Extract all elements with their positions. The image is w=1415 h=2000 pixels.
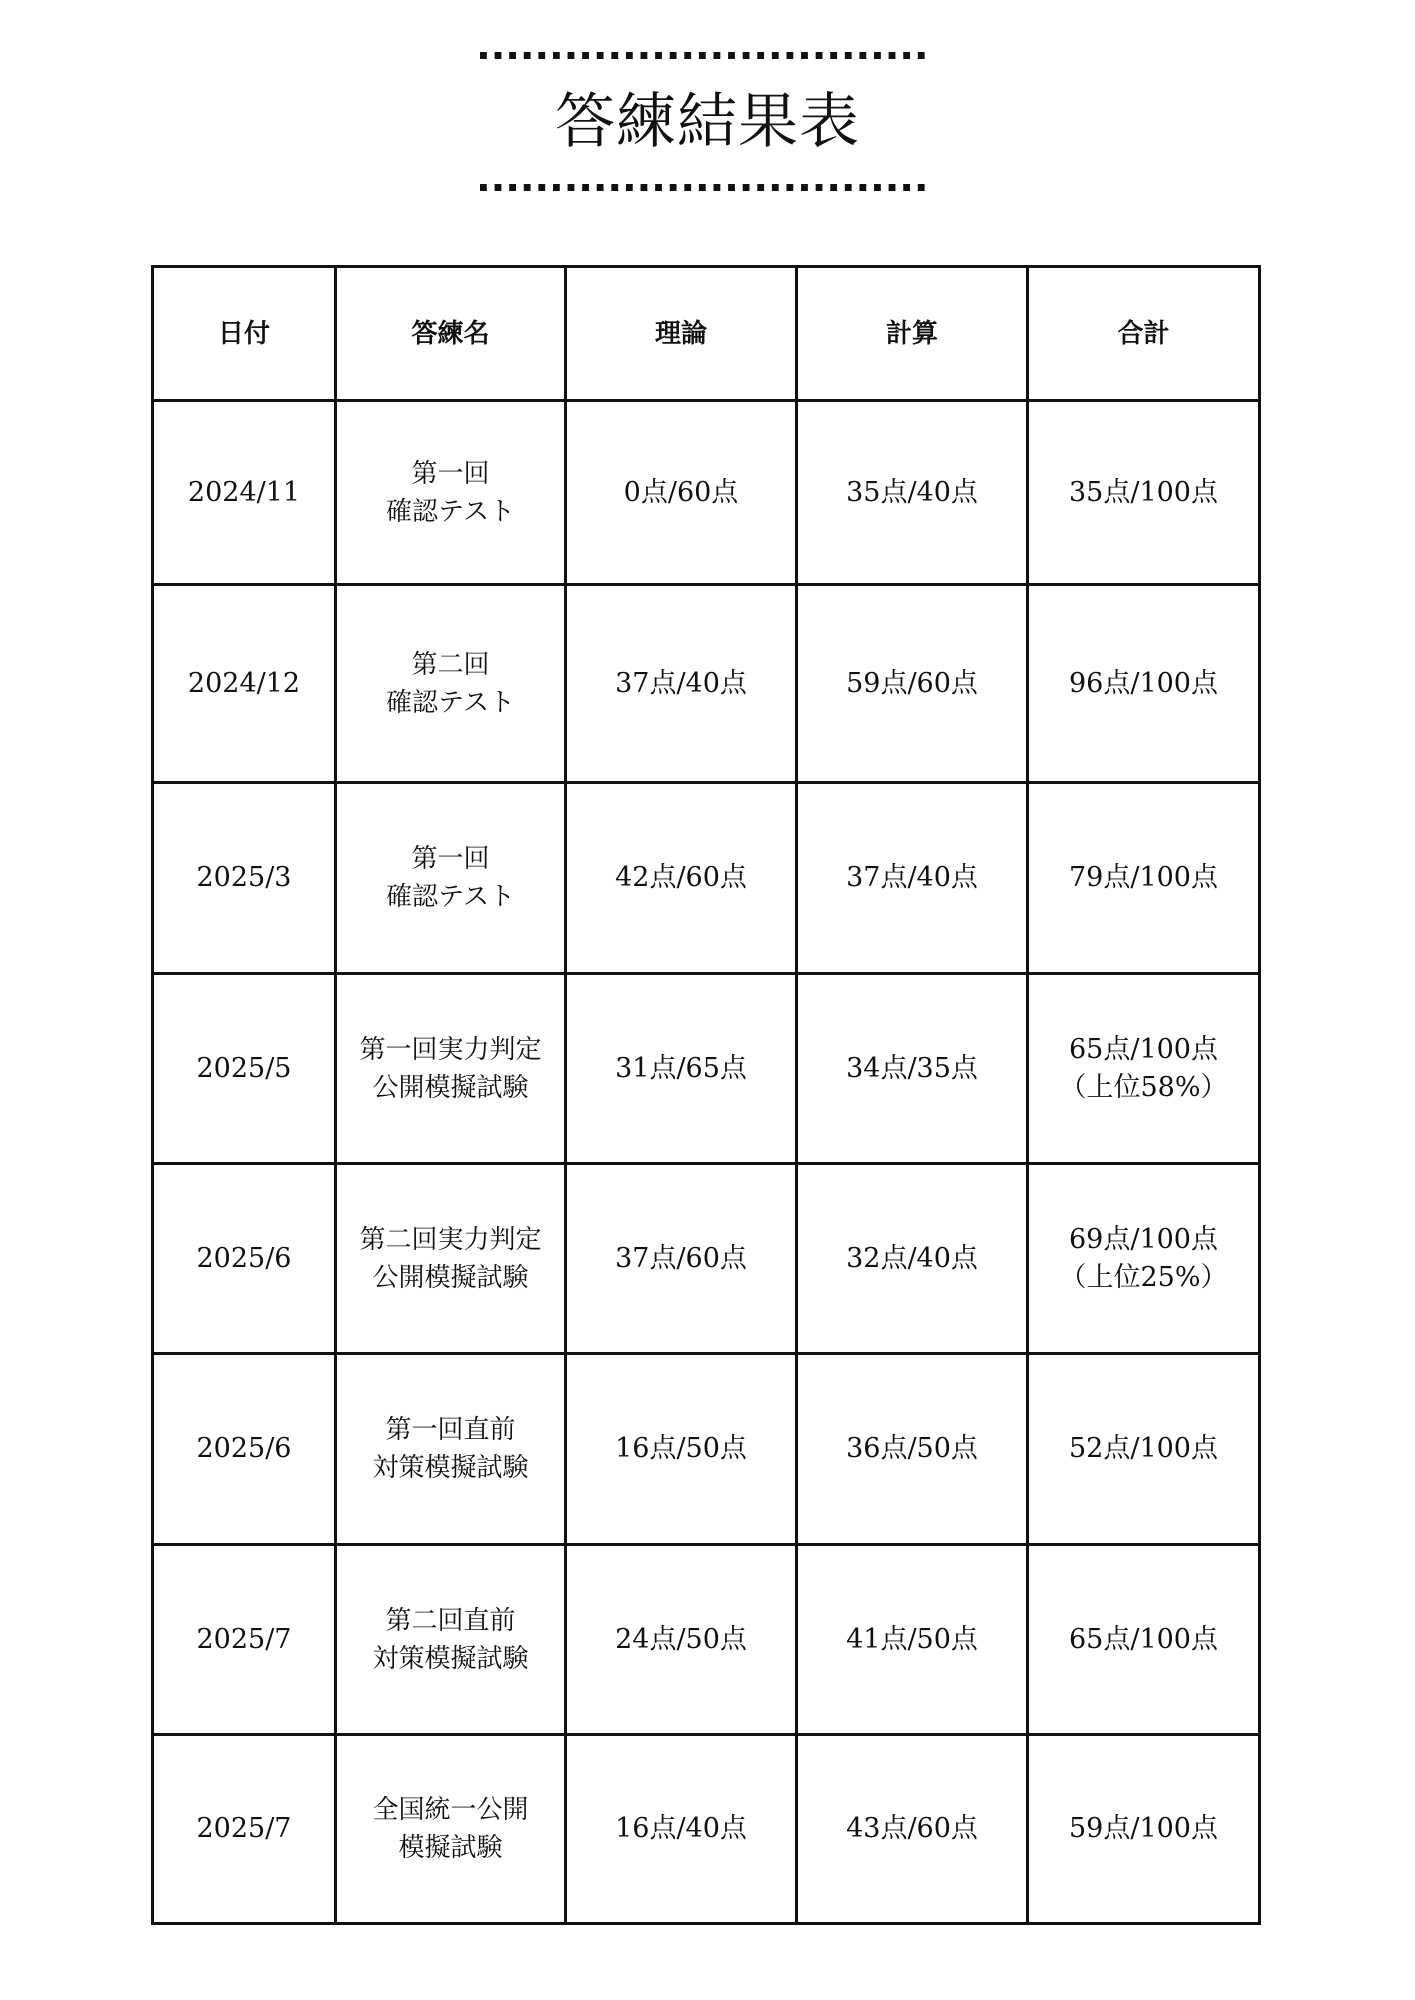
total-score: 96点/100点 bbox=[1069, 667, 1218, 699]
date-cell: 2025/3 bbox=[153, 783, 336, 974]
calc-score-cell: 41点/50点 bbox=[797, 1545, 1028, 1735]
exam-name-cell bbox=[336, 783, 566, 974]
exam-name-line: 第二回実力判定 bbox=[359, 1224, 542, 1255]
total-score-cell bbox=[1028, 1354, 1260, 1545]
theory-score-cell: 16点/50点 bbox=[566, 1354, 797, 1545]
table-row bbox=[153, 585, 1260, 783]
total-score: 52点/100点 bbox=[1069, 1433, 1218, 1464]
exam-name-cell bbox=[336, 401, 566, 585]
exam-name-line: 公開模擬試験 bbox=[372, 1072, 529, 1103]
theory-score-cell: 31点/65点 bbox=[566, 974, 797, 1164]
total-score-cell bbox=[1028, 401, 1260, 585]
column-header-exam-name: 答練名 bbox=[336, 267, 566, 401]
total-score: 59点/100点 bbox=[1069, 1813, 1218, 1844]
exam-name-line: 公開模擬試験 bbox=[372, 1262, 529, 1293]
total-score-cell bbox=[1028, 1735, 1260, 1924]
total-score-cell bbox=[1028, 974, 1260, 1164]
exam-name-cell bbox=[336, 585, 566, 783]
column-header-date: 日付 bbox=[153, 267, 336, 401]
page-title: 答練結果表 bbox=[555, 87, 860, 157]
exam-name-cell bbox=[336, 1735, 566, 1924]
total-score-cell bbox=[1028, 1164, 1260, 1354]
exam-name-cell bbox=[336, 974, 566, 1164]
exam-name-line: 確認テスト bbox=[386, 882, 515, 912]
date-cell: 2025/6 bbox=[153, 1354, 336, 1545]
exam-name-line: 第一回実力判定 bbox=[359, 1034, 542, 1065]
table-row bbox=[153, 1735, 1260, 1924]
calc-score-cell: 43点/60点 bbox=[797, 1735, 1028, 1924]
theory-score-cell: 37点/60点 bbox=[566, 1164, 797, 1354]
exam-name-line: 第一回直前 bbox=[385, 1415, 516, 1445]
table-row bbox=[153, 401, 1260, 585]
rank-percentile: （上位25%） bbox=[1059, 1261, 1228, 1293]
exam-name-line: 第二回 bbox=[411, 649, 490, 680]
total-score-cell bbox=[1028, 1545, 1260, 1735]
table-row bbox=[153, 1545, 1260, 1735]
total-score: 79点/100点 bbox=[1069, 862, 1218, 893]
total-score-cell bbox=[1028, 585, 1260, 783]
exam-name-cell bbox=[336, 1545, 566, 1735]
exam-name-line: 第二回直前 bbox=[385, 1605, 516, 1636]
table-row bbox=[153, 783, 1260, 974]
theory-score-cell: 16点/40点 bbox=[566, 1735, 797, 1924]
rank-percentile: （上位58%） bbox=[1059, 1071, 1228, 1103]
exam-name-line: 全国統一公開 bbox=[372, 1795, 529, 1825]
exam-name-cell bbox=[336, 1354, 566, 1545]
total-score: 69点/100点 bbox=[1069, 1223, 1218, 1255]
title-dotted-rule-top bbox=[480, 52, 932, 59]
table-row bbox=[153, 974, 1260, 1164]
column-header-theory: 理論 bbox=[566, 267, 797, 401]
date-cell: 2025/7 bbox=[153, 1545, 336, 1735]
exam-name-line: 対策模擬試験 bbox=[372, 1453, 529, 1483]
date-cell: 2025/7 bbox=[153, 1735, 336, 1924]
exam-name-cell bbox=[336, 1164, 566, 1354]
theory-score-cell: 24点/50点 bbox=[566, 1545, 797, 1735]
calc-score-cell: 35点/40点 bbox=[797, 401, 1028, 585]
exam-name-line: 第一回 bbox=[411, 844, 490, 874]
exam-name-line: 確認テスト bbox=[386, 687, 515, 718]
calc-score-cell: 34点/35点 bbox=[797, 974, 1028, 1164]
exam-name-line: 模擬試験 bbox=[398, 1833, 503, 1863]
results-table bbox=[151, 265, 1261, 1925]
column-header-total: 合計 bbox=[1028, 267, 1260, 401]
title-dotted-rule-bottom bbox=[480, 184, 932, 191]
total-score: 65点/100点 bbox=[1069, 1033, 1218, 1065]
total-score: 65点/100点 bbox=[1069, 1623, 1218, 1655]
exam-name-line: 確認テスト bbox=[386, 496, 515, 527]
calc-score-cell: 59点/60点 bbox=[797, 585, 1028, 783]
theory-score-cell: 0点/60点 bbox=[566, 401, 797, 585]
table-row bbox=[153, 1164, 1260, 1354]
table-header-row bbox=[153, 267, 1260, 401]
date-cell: 2025/5 bbox=[153, 974, 336, 1164]
column-header-calculation: 計算 bbox=[797, 267, 1028, 401]
calc-score-cell: 32点/40点 bbox=[797, 1164, 1028, 1354]
exam-name-line: 対策模擬試験 bbox=[372, 1643, 529, 1674]
calc-score-cell: 37点/40点 bbox=[797, 783, 1028, 974]
date-cell: 2025/6 bbox=[153, 1164, 336, 1354]
table-row bbox=[153, 1354, 1260, 1545]
theory-score-cell: 37点/40点 bbox=[566, 585, 797, 783]
calc-score-cell: 36点/50点 bbox=[797, 1354, 1028, 1545]
theory-score-cell: 42点/60点 bbox=[566, 783, 797, 974]
date-cell: 2024/11 bbox=[153, 401, 336, 585]
total-score: 35点/100点 bbox=[1069, 476, 1218, 508]
exam-name-line: 第一回 bbox=[411, 458, 490, 489]
date-cell: 2024/12 bbox=[153, 585, 336, 783]
total-score-cell bbox=[1028, 783, 1260, 974]
